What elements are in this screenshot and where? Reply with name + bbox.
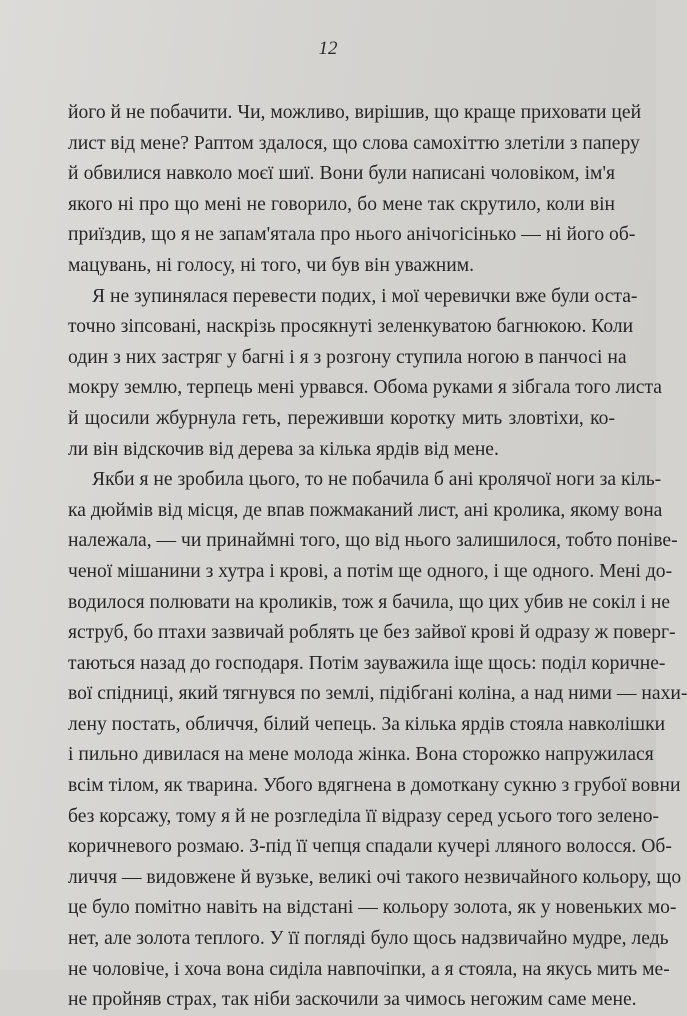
text-line: його й не побачити. Чи, можливо, вирішив, що краще приховати цей [68,102,642,123]
page-number: 12 [318,38,338,59]
text-line: таються назад до господаря. Потім зауважила іще щось: поділ коричне- [68,652,666,674]
text-line: лист від мене? Раптом здалося, що слова самохіттю злетіли з паперу [68,132,640,154]
text-line: личчя — видовжене й вузьке, великі очі такого незвичайного кольору, що [68,866,682,888]
text-line: це було помітно навіть на відстані — кольору золота, як у новеньких мо- [68,897,677,919]
text-line: водилося полювати на кроликів, тож я бачила, що цих убив не сокіл і не [68,591,671,613]
text-line: й обвилися навколо моєї шиї. Вони були написані чоловіком, ім'я [68,163,615,185]
text-line: й щосили жбурнула геть, переживши коротку мить зловтіхи, ко- [68,407,615,429]
text-line: належала, — чи принаймні того, що від нього залишилося, тобто поніве- [68,530,678,552]
text-line: Я не зупинялася перевести подих, і мої черевички вже були оста- [92,285,638,307]
text-line: коричневого розмаю. З-під її чепця спадали кучері лляного волосся. Об- [68,836,672,858]
text-line: вої спідниці, який тягнувся по землі, підібгані коліна, а над ними — нахи- [68,683,687,705]
text-line: один з них застряг у багні і я з розгону ступила ногою в панчосі на [68,346,627,368]
text-line: мокру землю, терпець мені урвався. Обома руками я зібгала того листа [68,377,662,399]
text-line: не пройняв страх, так ніби заскочили за чимось негожим саме мене. [68,989,637,1011]
text-line: мацувань, ні голосу, ні того, чи був він уважним. [68,254,475,276]
text-line: лену постать, обличчя, білий чепець. За кілька ярдів стояла навколішки [68,713,666,735]
text-line: не чоловіче, і хоча вона сиділа навпочіпки, а я стояла, на якусь мить ме- [68,958,670,980]
text-line: нет, але золота теплого. У її погляді було щось надзвичайно мудре, ледь [68,928,669,950]
paragraph [68,465,687,1016]
body-text [68,98,687,1016]
text-line: якого ні про що мені не говорило, бо мене так скрутило, коли він [68,193,615,215]
text-line: всім тілом, як тварина. Убого вдягнена в домоткану сукню з грубої вовни [68,775,681,797]
text-line: ли він відскочив від дерева за кілька ярдів від мене. [68,438,499,460]
text-line: без корсажу, тому я й не розгледіла її відразу серед усього того зелено- [68,805,660,827]
text-line: яструб, бо птахи зазвичай роблять це без зайвої крові й одразу ж поверг- [68,622,676,644]
text-line: Якби я не зробила цього, то не побачила б ані кролячої ноги за кіль- [92,469,662,491]
paragraph [68,282,662,466]
text-line: ченої мішанини з хутра і крові, а потім ще одного, і ще одного. Мені до- [68,560,673,582]
text-line: і пильно дивилася на мене молода жінка. Вона сторожко напружилася [68,744,654,766]
paragraph [68,98,642,282]
text-line: точно зіпсовані, наскрізь просякнуті зеленкуватою багнюкою. Коли [68,316,634,338]
text-line: ка дюймів від місця, де впав пожмаканий лист, ані кролика, якому вона [68,499,663,521]
text-line: приїздив, що я не запам'ятала про нього анічогісінько — ні його об- [68,224,636,246]
